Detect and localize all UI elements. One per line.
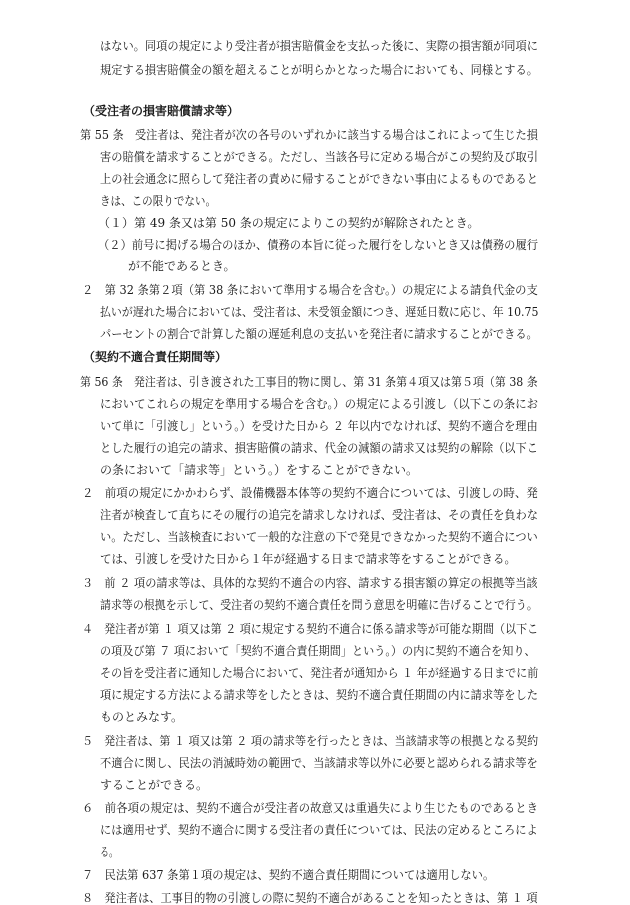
section-heading: （受注者の損害賠償請求等） xyxy=(83,104,240,118)
text-line: ７ 民法第 637 条第１項の規定は、契約不適合責任期間については適用しない。 xyxy=(82,868,495,882)
section-heading: （契約不適合責任期間等） xyxy=(83,350,228,364)
text-line: が不能であるとき。 xyxy=(128,259,236,273)
text-line: ６ 前各項の規定は、契約不適合が受注者の故意又は重過失により生じたものであるとき xyxy=(82,801,539,815)
text-line: 第 55 条 受注者は、発注者が次の各号のいずれかに該当する場合はこれによって生じた損 xyxy=(80,128,538,142)
text-line: 払いが遅れた場合においては、受注者は、未受領金額につき、遅延日数に応じ、年 10.75 xyxy=(100,305,539,319)
text-line: ものとみなす。 xyxy=(100,710,184,724)
text-line: 項に規定する方法による請求等をしたときは、契約不適合責任期間の内に請求等をした xyxy=(100,688,539,702)
text-line: きは、この限りでない。 xyxy=(100,194,217,208)
text-line: る。 xyxy=(100,845,119,859)
text-line: ２ 第 32 条第２項（第 38 条において準用する場合を含む。）の規定による請負代金の支 xyxy=(82,283,538,297)
text-line: ては、引渡しを受けた日から１年が経過する日まで請求等をすることができる。 xyxy=(100,552,517,566)
text-line: い。ただし、当該検査において一般的な注意の下で発見できなかった契約不適合につい xyxy=(100,530,538,544)
text-line: ８ 発注者は、工事目的物の引渡しの際に契約不適合があることを知ったときは、第 １ 項 xyxy=(82,891,538,905)
text-line: 害の賠償を請求することができる。ただし、当該各号に定める場合がこの契約及び取引 xyxy=(100,150,539,164)
text-line: することができる。 xyxy=(100,778,209,792)
text-line: その旨を受注者に通知した場合において、発注者が通知から １ 年が経過する日までに前 xyxy=(100,666,539,680)
text-line: の条において「請求等」という。）をすることができない。 xyxy=(100,463,419,477)
text-line: いて単に「引渡し」という。）を受けた日から ２ 年以内でなければ、契約不適合を理由 xyxy=(100,419,538,433)
text-line: 上の社会通念に照らして発注者の責めに帰することができない事由によるものであると xyxy=(100,172,539,186)
text-line: 不適合に関し、民法の消滅時効の範囲で、当該請求等以外に必要と認められる請求等を xyxy=(100,756,538,770)
text-line: 規定する損害賠償金の額を超えることが明らかとなった場合においても、同様とする。 xyxy=(100,63,539,77)
text-line: （１）第 49 条又は第 50 条の規定によりこの契約が解除されたとき。 xyxy=(98,216,480,230)
text-line: 注者が検査して直ちにその履行の追完を請求しなければ、受注者は、その責任を負わな xyxy=(100,508,539,522)
text-line: においてこれらの規定を準用する場合を含む。）の規定による引渡し（以下この条にお xyxy=(100,397,539,411)
text-line: ５ 発注者は、第 １ 項又は第 ２ 項の請求等を行ったときは、当該請求等の根拠となる契約 xyxy=(82,734,539,748)
text-line: はない。同項の規定により受注者が損害賠償金を支払った後に、実際の損害額が同項に xyxy=(100,39,539,53)
text-line: には適用せず、契約不適合に関する受注者の責任については、民法の定めるところによ xyxy=(100,823,538,837)
text-line: ３ 前 ２ 項の請求等は、具体的な契約不適合の内容、請求する損害額の算定の根拠等当該 xyxy=(82,576,538,590)
text-line: ２ 前項の規定にかかわらず、設備機器本体等の契約不適合については、引渡しの時、発 xyxy=(82,486,538,500)
text-line: 請求等の根拠を示して、受注者の契約不適合責任を問う意思を明確に告げることで行う。 xyxy=(100,598,538,612)
text-line: パーセントの割合で計算した額の遅延利息の支払いを発注者に請求することができる。 xyxy=(100,327,538,341)
text-line: ４ 発注者が第 １ 項又は第 ２ 項に規定する契約不適合に係る請求等が可能な期間（以下こ xyxy=(82,622,539,636)
text-line: （２）前号に掲げる場合のほか、債務の本旨に従った履行をしないとき又は債務の履行 xyxy=(98,238,539,252)
text-line: とした履行の追完の請求、損害賠償の請求、代金の減額の請求又は契約の解除（以下こ xyxy=(100,441,539,455)
text-line: 第 56 条 発注者は、引き渡された工事目的物に関し、第 31 条第４項又は第５項（第 38 条 xyxy=(80,375,538,389)
text-line: の項及び第 ７ 項において「契約不適合責任期間」という。）の内に契約不適合を知り、 xyxy=(100,644,536,658)
